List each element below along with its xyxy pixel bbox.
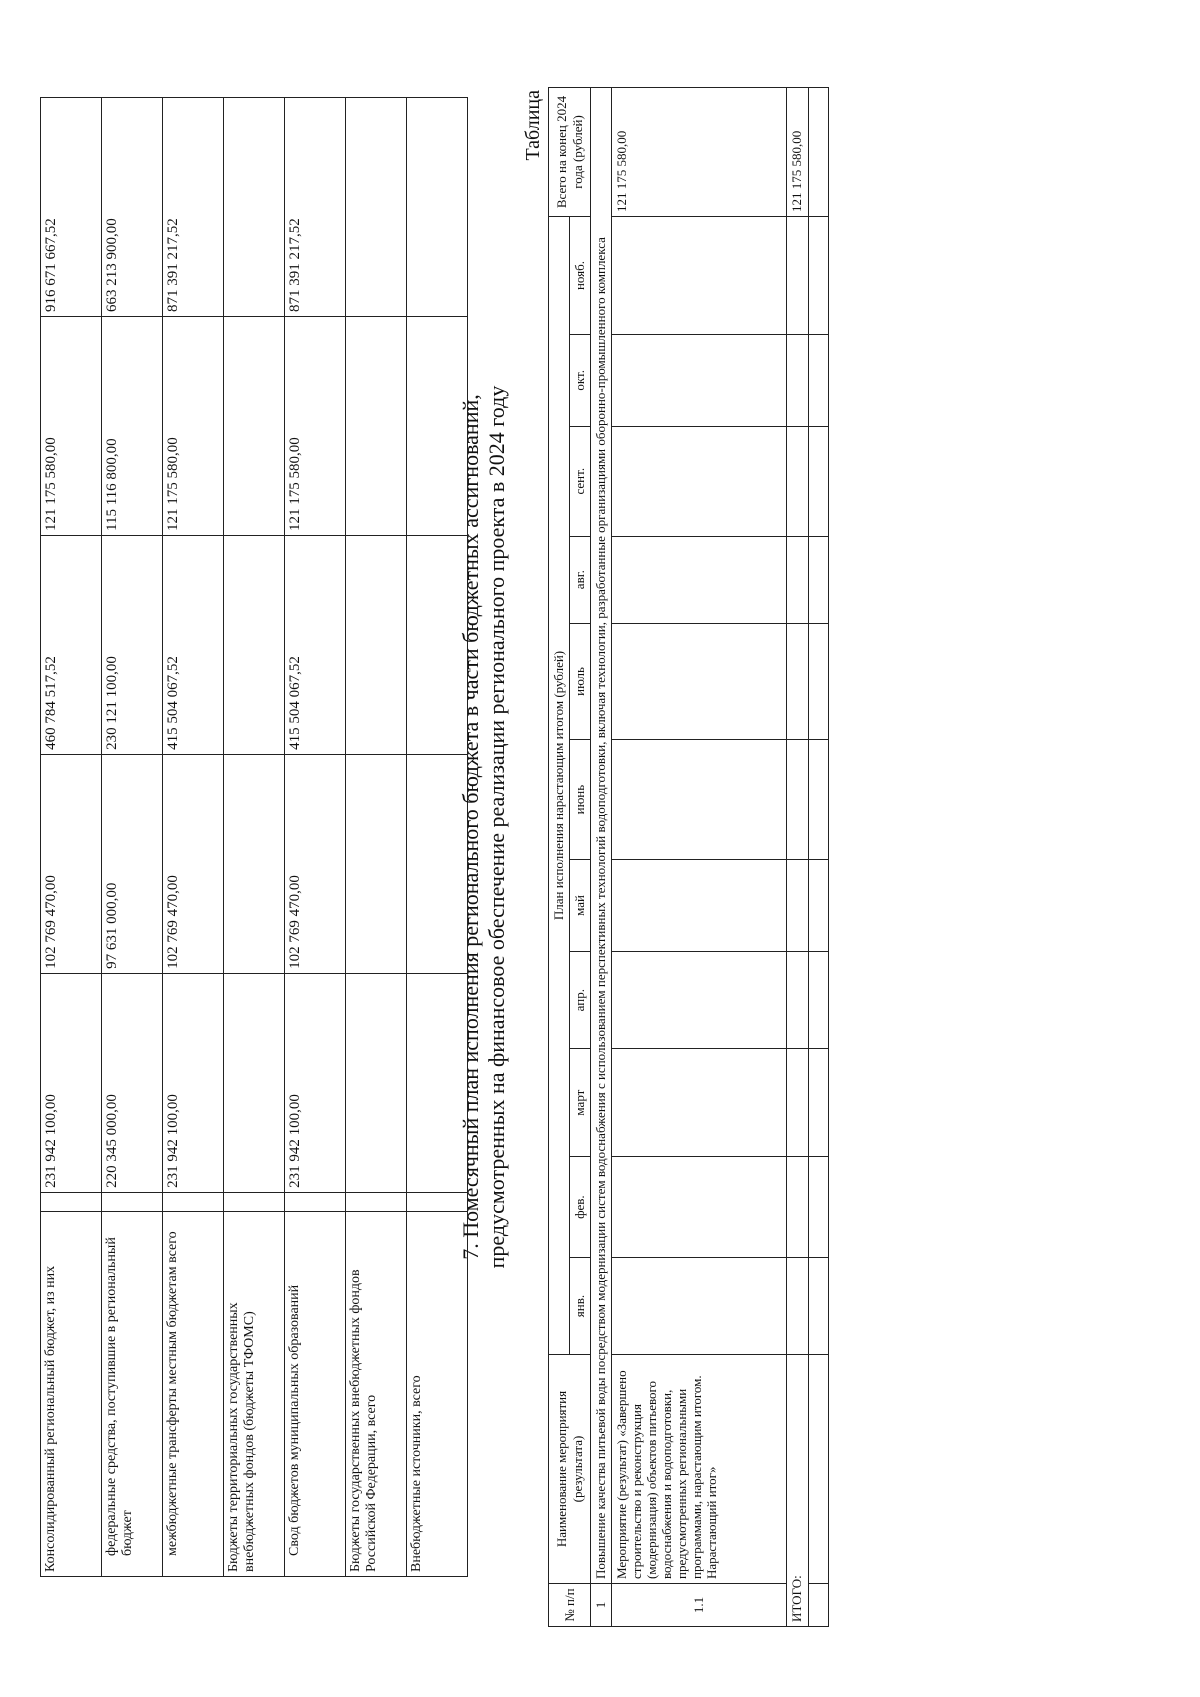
budget-cell: 871 391 217,52 xyxy=(163,98,224,317)
section-heading xyxy=(458,107,510,1547)
month-cell xyxy=(612,426,787,536)
month-cell xyxy=(787,1049,809,1157)
month-cell xyxy=(809,952,829,1049)
month-cell xyxy=(809,1157,829,1258)
budget-cell: 415 504 067,52 xyxy=(163,535,224,754)
month-header: апр. xyxy=(570,952,591,1049)
empty-cell xyxy=(809,1584,829,1627)
budget-cell: 460 784 517,52 xyxy=(41,535,102,754)
month-cell xyxy=(787,1157,809,1258)
month-cell xyxy=(787,217,809,335)
total-label: ИТОГО: xyxy=(787,1355,809,1627)
month-cell xyxy=(612,334,787,426)
budget-row-label: Свод бюджетов муниципальных образований xyxy=(285,1212,346,1577)
budget-cell xyxy=(163,1192,224,1211)
budget-row-label: Бюджеты территориальных государственных внебюджетных фондов (бюджеты ТФОМС) xyxy=(224,1212,285,1577)
month-header: май xyxy=(570,859,591,951)
month-cell xyxy=(809,217,829,335)
budget-cell: 115 116 800,00 xyxy=(102,317,163,536)
month-cell xyxy=(809,623,829,740)
budget-cell: 97 631 000,00 xyxy=(102,754,163,973)
month-cell xyxy=(787,426,809,536)
header-name: Наименование мероприятия (результата) xyxy=(549,1355,591,1584)
budget-cell: 102 769 470,00 xyxy=(285,754,346,973)
month-cell xyxy=(612,1258,787,1355)
month-cell xyxy=(612,740,787,859)
header-num: № п/п xyxy=(549,1584,591,1627)
budget-cell xyxy=(346,535,407,754)
budget-cell: 102 769 470,00 xyxy=(41,754,102,973)
budget-cell: 916 671 667,52 xyxy=(41,98,102,317)
budget-cell xyxy=(346,98,407,317)
month-cell xyxy=(612,1049,787,1157)
month-cell xyxy=(809,1258,829,1355)
month-cell xyxy=(787,952,809,1049)
budget-cell: 102 769 470,00 xyxy=(163,754,224,973)
budget-cell: 415 504 067,52 xyxy=(285,535,346,754)
table-row xyxy=(809,88,829,1627)
month-cell xyxy=(809,334,829,426)
budget-cell xyxy=(224,754,285,973)
budget-row xyxy=(41,98,102,1577)
budget-cell: 663 213 900,00 xyxy=(102,98,163,317)
section-heading-line1: 7. Помесячный план исполнения регионального бюджета в части бюджетных ассигнований, xyxy=(458,394,483,1260)
event-num: 1.1 xyxy=(612,1584,787,1627)
monthly-plan-table xyxy=(548,87,829,1627)
budget-row-label: межбюджетные трансферты местным бюджетам всего xyxy=(163,1212,224,1577)
table-row xyxy=(787,88,809,1627)
budget-cell: 121 175 580,00 xyxy=(41,317,102,536)
section-text: Повышение качества питьевой воды посредством модернизации систем водоснабжения с использованием перспективных технологий водоподготовки, включая технологии, разработанные организациями оборонно-промышленного комплекса xyxy=(591,88,612,1584)
budget-row xyxy=(102,98,163,1577)
budget-cell xyxy=(224,535,285,754)
month-header: янв. xyxy=(570,1258,591,1355)
header-total: Всего на конец 2024 года (рублей) xyxy=(549,88,591,217)
budget-cell: 231 942 100,00 xyxy=(163,973,224,1192)
month-cell xyxy=(787,740,809,859)
budget-cell xyxy=(224,1192,285,1211)
budget-cell xyxy=(224,98,285,317)
month-cell xyxy=(612,623,787,740)
budget-cell: 230 121 100,00 xyxy=(102,535,163,754)
month-header: нояб. xyxy=(570,217,591,335)
budget-cell: 121 175 580,00 xyxy=(285,317,346,536)
month-cell xyxy=(612,536,787,623)
budget-row-label: Внебюджетные источники, всего xyxy=(407,1212,468,1577)
budget-cell: 231 942 100,00 xyxy=(285,973,346,1192)
section-num: 1 xyxy=(591,1584,612,1627)
month-cell xyxy=(612,217,787,335)
budget-row-label: федеральные средства, поступившие в региональный бюджет xyxy=(102,1212,163,1577)
total-cell: 121 175 580,00 xyxy=(612,88,787,217)
budget-cell xyxy=(224,317,285,536)
section-heading-line2: предусмотренных на финансовое обеспечение реализации регионального проекта в 2024 году xyxy=(484,385,509,1269)
table-row xyxy=(591,88,612,1627)
month-cell xyxy=(612,952,787,1049)
budget-cell xyxy=(102,1192,163,1211)
month-cell xyxy=(787,536,809,623)
month-cell xyxy=(787,623,809,740)
budget-cell xyxy=(41,1192,102,1211)
budget-cell xyxy=(224,973,285,1192)
month-cell xyxy=(809,859,829,951)
month-header: окт. xyxy=(570,334,591,426)
budget-cell: 121 175 580,00 xyxy=(163,317,224,536)
budget-row-label: Бюджеты государственных внебюджетных фондов Российской Федерации, всего xyxy=(346,1212,407,1577)
budget-cell: 220 345 000,00 xyxy=(102,973,163,1192)
month-header: авг. xyxy=(570,536,591,623)
budget-cell xyxy=(346,973,407,1192)
budget-cell: 231 942 100,00 xyxy=(41,973,102,1192)
table-row xyxy=(612,88,787,1627)
month-cell xyxy=(787,334,809,426)
month-cell xyxy=(809,740,829,859)
month-header: фев. xyxy=(570,1157,591,1258)
budget-row-label: Консолидированный региональный бюджет, из них xyxy=(41,1212,102,1577)
budget-cell: 871 391 217,52 xyxy=(285,98,346,317)
month-header: июнь xyxy=(570,740,591,859)
month-cell xyxy=(787,1258,809,1355)
budget-row xyxy=(285,98,346,1577)
event-text: Мероприятие (результат) «Завершено строительство и реконструкция (модернизация) объектов питьевого водоснабжения и водоподготовки, предусмотренных региональными программами, нарастающим итогом. Нарастающий итог» xyxy=(612,1355,787,1584)
month-header: июль xyxy=(570,623,591,740)
month-cell xyxy=(809,536,829,623)
month-cell xyxy=(787,859,809,951)
table-caption: Таблица xyxy=(522,90,544,161)
month-cell xyxy=(809,1049,829,1157)
total-cell xyxy=(809,88,829,217)
budget-table xyxy=(40,97,468,1577)
month-header: сент. xyxy=(570,426,591,536)
month-header: март xyxy=(570,1049,591,1157)
budget-cell xyxy=(346,754,407,973)
header-plan: План исполнения нарастающим итогом (рублей) xyxy=(549,217,570,1355)
month-cell xyxy=(612,859,787,951)
month-cell xyxy=(809,426,829,536)
budget-row xyxy=(224,98,285,1577)
budget-row xyxy=(163,98,224,1577)
total-cell: 121 175 580,00 xyxy=(787,88,809,217)
month-cell xyxy=(612,1157,787,1258)
budget-cell xyxy=(346,1192,407,1211)
empty-cell xyxy=(809,1355,829,1584)
budget-cell xyxy=(346,317,407,536)
budget-row xyxy=(346,98,407,1577)
budget-cell xyxy=(285,1192,346,1211)
